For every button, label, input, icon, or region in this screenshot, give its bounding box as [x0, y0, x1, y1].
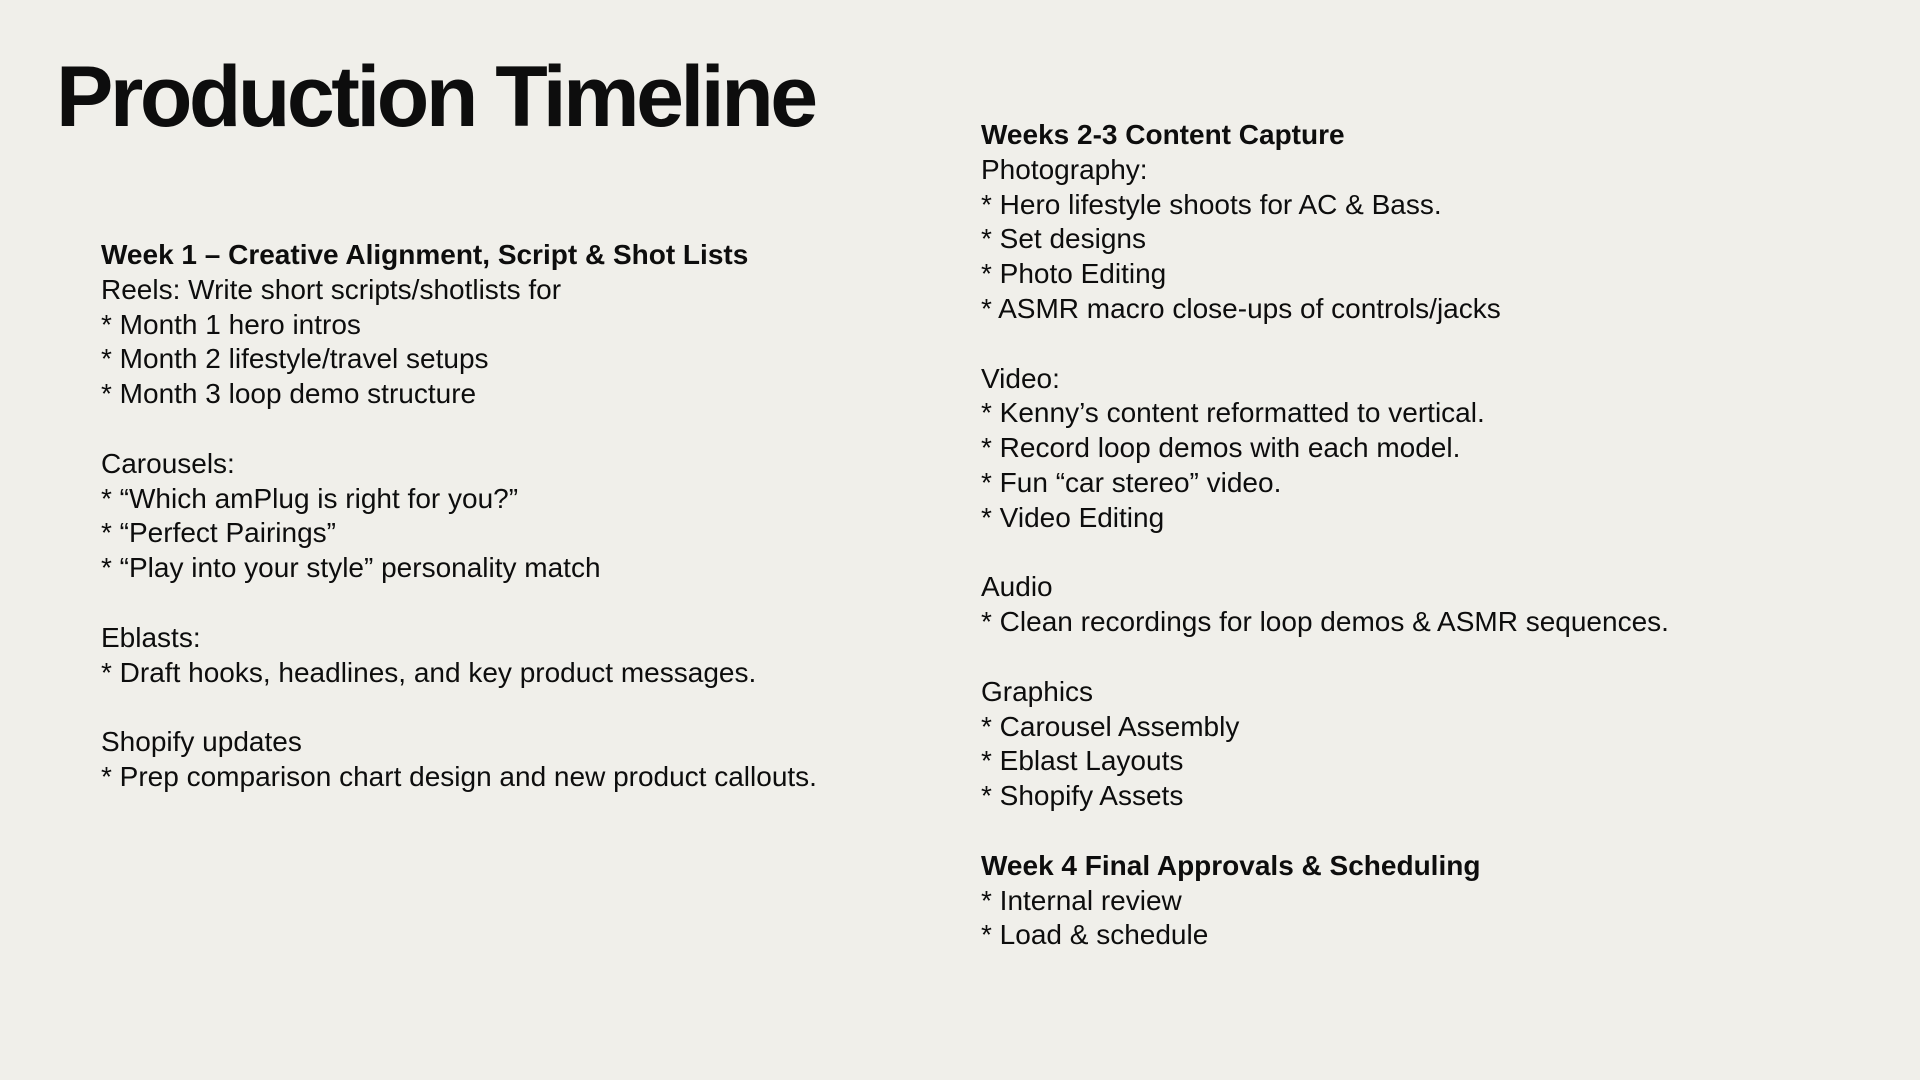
- reels-label: Reels: Write short scripts/shotlists for: [101, 273, 562, 305]
- list-item: * Load & schedule: [981, 919, 1209, 951]
- list-item: * Record loop demos with each model.: [981, 432, 1461, 464]
- graphics-block: [981, 675, 1669, 814]
- list-item: * Video Editing: [981, 501, 1165, 533]
- carousels-label: Carousels:: [101, 447, 235, 479]
- video-block: [981, 362, 1669, 536]
- list-item: * Hero lifestyle shoots for AC & Bass.: [981, 188, 1442, 220]
- list-item: * Month 3 loop demo structure: [101, 378, 477, 410]
- list-item: * Fun “car stereo” video.: [981, 466, 1282, 498]
- carousels-block: [101, 447, 817, 586]
- shopify-label: Shopify updates: [101, 726, 302, 758]
- photography-label: Photography:: [981, 153, 1148, 185]
- week-1-block: [101, 238, 817, 412]
- weeks-2-3-heading: Weeks 2-3 Content Capture: [981, 119, 1345, 150]
- weeks-2-4-column: [981, 118, 1669, 953]
- week-1-column: [101, 238, 817, 795]
- list-item: * Draft hooks, headlines, and key product messages.: [101, 656, 757, 688]
- audio-label: Audio: [981, 571, 1053, 603]
- list-item: * “Which amPlug is right for you?”: [101, 482, 519, 514]
- photography-block: [981, 118, 1669, 327]
- list-item: * Kenny’s content reformatted to vertical.: [981, 397, 1485, 429]
- list-item: * ASMR macro close-ups of controls/jacks: [981, 292, 1501, 324]
- list-item: * Month 2 lifestyle/travel setups: [101, 343, 489, 375]
- list-item: * Shopify Assets: [981, 780, 1184, 812]
- week-4-block: [981, 849, 1669, 953]
- list-item: * “Perfect Pairings”: [101, 517, 336, 549]
- list-item: * Prep comparison chart design and new product callouts.: [101, 760, 817, 792]
- week-1-heading: Week 1 – Creative Alignment, Script & Shot Lists: [101, 239, 749, 270]
- list-item: * Month 1 hero intros: [101, 308, 361, 340]
- list-item: * Internal review: [981, 884, 1182, 916]
- list-item: * Set designs: [981, 223, 1146, 255]
- video-label: Video:: [981, 362, 1060, 394]
- list-item: * Eblast Layouts: [981, 745, 1184, 777]
- eblasts-label: Eblasts:: [101, 621, 201, 653]
- shopify-block: [101, 725, 817, 795]
- list-item: * Clean recordings for loop demos & ASMR sequences.: [981, 606, 1669, 638]
- audio-block: [981, 570, 1669, 640]
- graphics-label: Graphics: [981, 675, 1094, 707]
- list-item: * “Play into your style” personality match: [101, 552, 601, 584]
- list-item: * Photo Editing: [981, 258, 1167, 290]
- list-item: * Carousel Assembly: [981, 710, 1240, 742]
- eblasts-block: [101, 621, 817, 691]
- week-4-heading: Week 4 Final Approvals & Scheduling: [981, 849, 1481, 881]
- page-title: Production Timeline: [56, 49, 815, 145]
